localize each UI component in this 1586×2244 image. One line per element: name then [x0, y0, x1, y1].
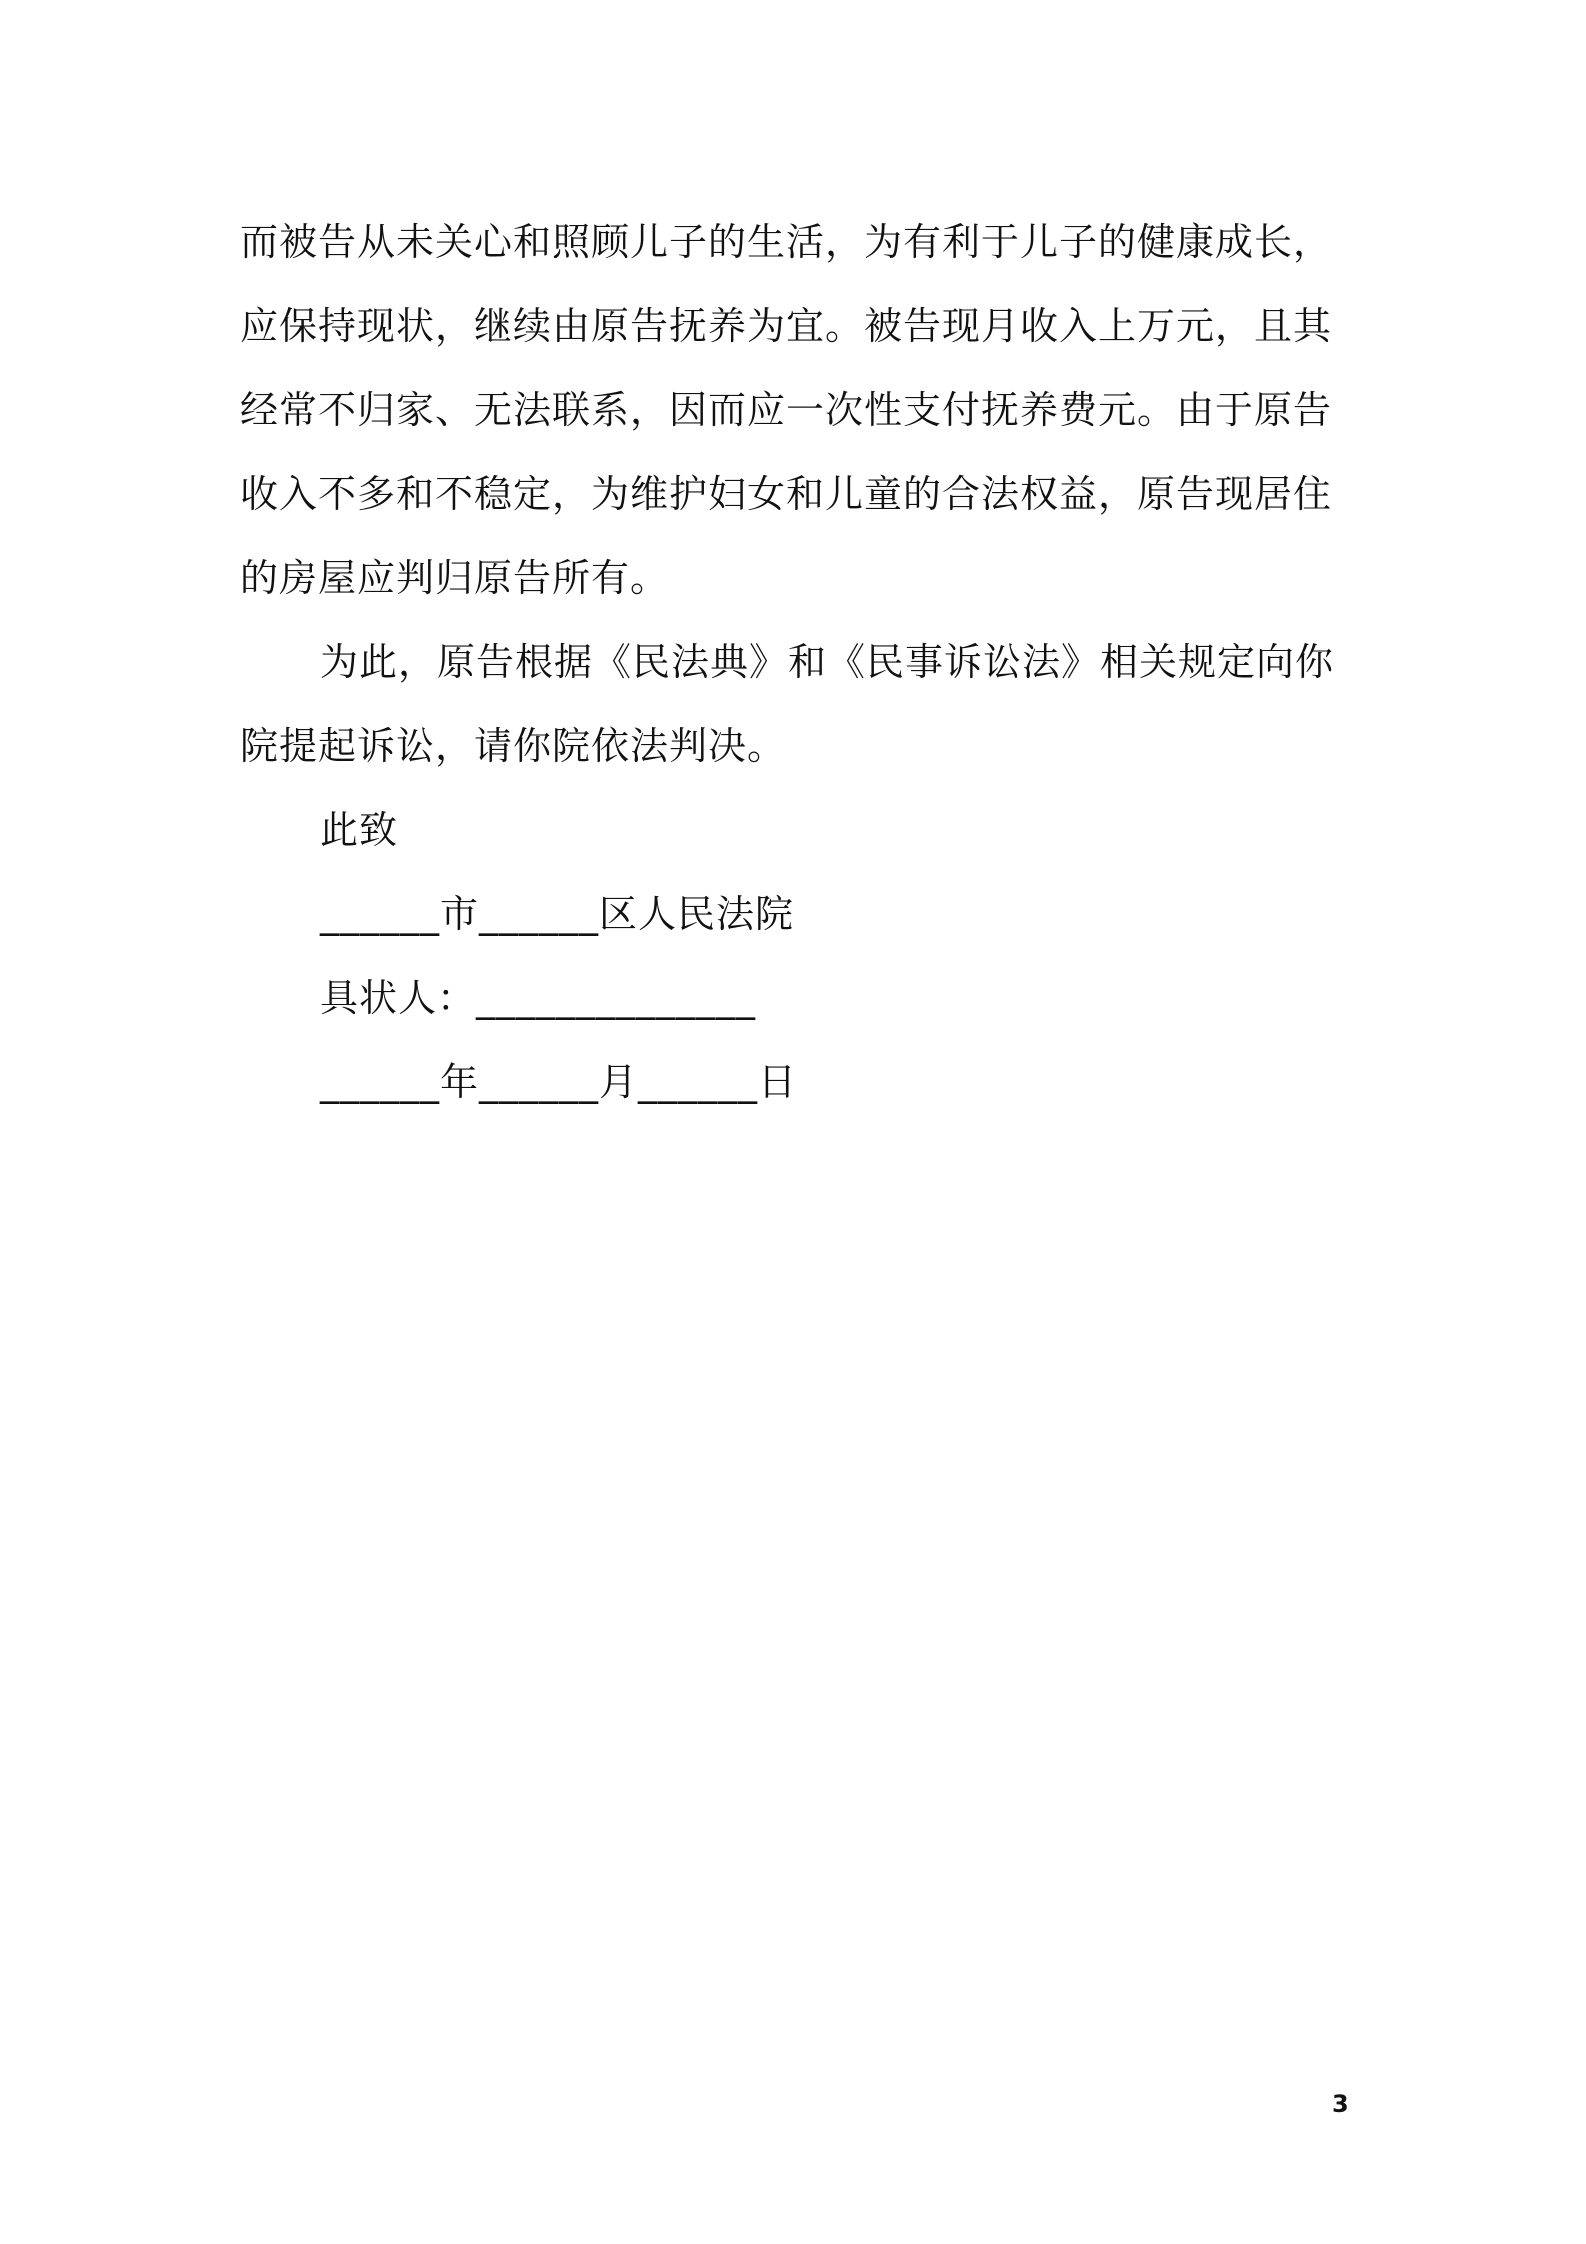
paragraph-line: 为此，原告根据《民法典》和《民事诉讼法》相关规定向你 [320, 640, 1335, 684]
paragraph-line: 应保持现状，继续由原告抚养为宜。被告现月收入上万元，且其 [240, 304, 1333, 348]
paragraph-line: 收入不多和不稳定，为维护妇女和儿童的合法权益，原告现居住 [240, 472, 1333, 516]
paragraph-line: 院提起诉讼，请你院依法判决。 [240, 724, 787, 768]
court-addressee: ______市______区人民法院 [320, 892, 795, 936]
salutation: 此致 [320, 808, 399, 852]
paragraph-line: 经常不归家、无法联系，因而应一次性支付抚养费元。由于原告 [240, 388, 1333, 432]
date-line: ______年______月______日 [320, 1060, 798, 1104]
page-number: 3 [1332, 2090, 1349, 2118]
document-body [240, 200, 1350, 1124]
paragraph-line: 而被告从未关心和照顾儿子的生活，为有利于儿子的健康成长， [240, 220, 1333, 264]
signatory-line: 具状人：______________ [320, 976, 757, 1020]
paragraph-line: 的房屋应判归原告所有。 [240, 556, 670, 600]
